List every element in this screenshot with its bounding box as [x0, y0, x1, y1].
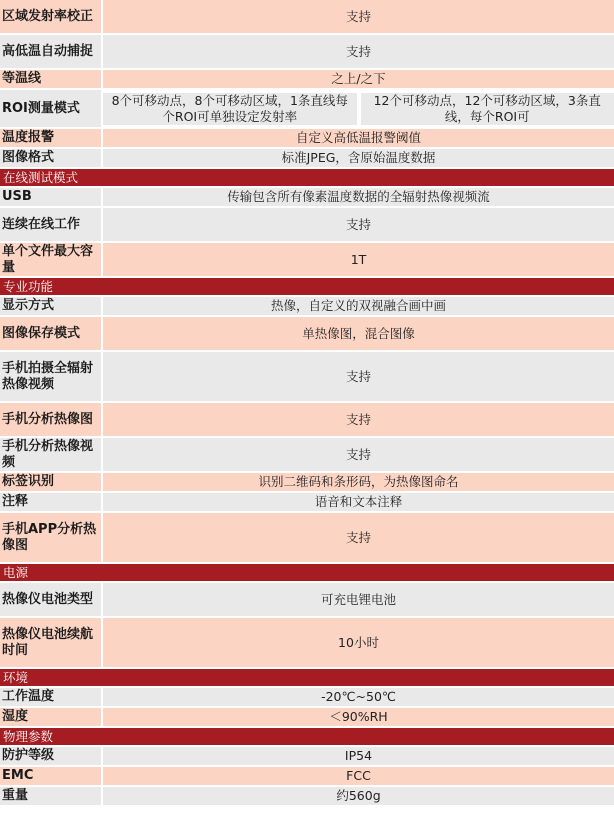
spec-value: 支持	[103, 35, 614, 68]
section-header: 电源	[0, 564, 614, 581]
spec-value: 热像，自定义的双视融合画中画	[103, 297, 614, 315]
spec-row	[0, 583, 614, 616]
spec-label: USB	[0, 188, 101, 206]
spec-row	[0, 352, 614, 401]
spec-row	[0, 70, 614, 88]
spec-row	[0, 708, 614, 726]
spec-value: 支持	[103, 352, 614, 401]
spec-value-right: 12个可移动点，12个可移动区域，3条直线，每个ROI可	[361, 93, 614, 125]
spec-row	[0, 35, 614, 68]
spec-value: 传输包含所有像素温度数据的全辐射热像视频流	[103, 188, 614, 206]
spec-label: 图像保存模式	[0, 317, 101, 350]
spec-value: ＜90%RH	[103, 708, 614, 726]
spec-label: 等温线	[0, 70, 101, 88]
spec-row	[0, 0, 614, 33]
section-header: 在线测试模式	[0, 169, 614, 186]
spec-value: 支持	[103, 403, 614, 436]
spec-label: 温度报警	[0, 129, 101, 147]
spec-value: FCC	[103, 767, 614, 785]
spec-label: 手机拍摄全辐射热像视频	[0, 352, 101, 401]
section-header: 环境	[0, 669, 614, 686]
spec-label: 手机分析热像图	[0, 403, 101, 436]
spec-label: 高低温自动捕捉	[0, 35, 101, 68]
section-header: 专业功能	[0, 278, 614, 295]
spec-value: 支持	[103, 0, 614, 33]
spec-label: ROI测量模式	[0, 90, 101, 127]
spec-label: 湿度	[0, 708, 101, 726]
spec-label: 手机APP分析热像图	[0, 513, 101, 562]
spec-row	[0, 747, 614, 765]
spec-value: -20℃~50℃	[103, 688, 614, 706]
spec-value: 之上/之下	[103, 70, 614, 88]
spec-label: EMC	[0, 767, 101, 785]
spec-label: 区域发射率校正	[0, 0, 101, 33]
spec-label: 热像仪电池续航时间	[0, 618, 101, 667]
spec-value: 识别二维码和条形码，为热像图命名	[103, 473, 614, 491]
spec-row	[0, 618, 614, 667]
spec-label: 防护等级	[0, 747, 101, 765]
spec-value: IP54	[103, 747, 614, 765]
spec-value: 标准JPEG，含原始温度数据	[103, 149, 614, 167]
spec-value: 语音和文本注释	[103, 493, 614, 511]
spec-label: 工作温度	[0, 688, 101, 706]
spec-row	[0, 767, 614, 785]
spec-label: 热像仪电池类型	[0, 583, 101, 616]
spec-row	[0, 243, 614, 276]
spec-row	[0, 438, 614, 471]
spec-value: 支持	[103, 513, 614, 562]
spec-value: 约560g	[103, 787, 614, 805]
spec-row	[0, 513, 614, 562]
spec-row	[0, 473, 614, 491]
spec-label: 单个文件最大容量	[0, 243, 101, 276]
spec-label: 注释	[0, 493, 101, 511]
spec-row	[0, 90, 614, 127]
spec-row	[0, 297, 614, 315]
section-header: 物理参数	[0, 728, 614, 745]
spec-label: 标签识别	[0, 473, 101, 491]
spec-value: 自定义高低温报警阈值	[103, 129, 614, 147]
spec-row	[0, 129, 614, 147]
spec-label: 手机分析热像视频	[0, 438, 101, 471]
spec-row	[0, 688, 614, 706]
spec-row	[0, 208, 614, 241]
spec-value-left: 8个可移动点，8个可移动区域，1条直线每个ROI可单独设定发射率	[103, 93, 357, 125]
spec-value-columns	[103, 90, 614, 127]
spec-value: 支持	[103, 438, 614, 471]
spec-value: 10小时	[103, 618, 614, 667]
spec-label: 显示方式	[0, 297, 101, 315]
spec-row	[0, 149, 614, 167]
spec-row	[0, 493, 614, 511]
spec-value: 单热像图，混合图像	[103, 317, 614, 350]
spec-value: 支持	[103, 208, 614, 241]
spec-label: 图像格式	[0, 149, 101, 167]
spec-label: 连续在线工作	[0, 208, 101, 241]
spec-row	[0, 787, 614, 805]
spec-value: 1T	[103, 243, 614, 276]
spec-label: 重量	[0, 787, 101, 805]
spec-row	[0, 188, 614, 206]
spec-value: 可充电锂电池	[103, 583, 614, 616]
spec-row	[0, 403, 614, 436]
spec-row	[0, 317, 614, 350]
